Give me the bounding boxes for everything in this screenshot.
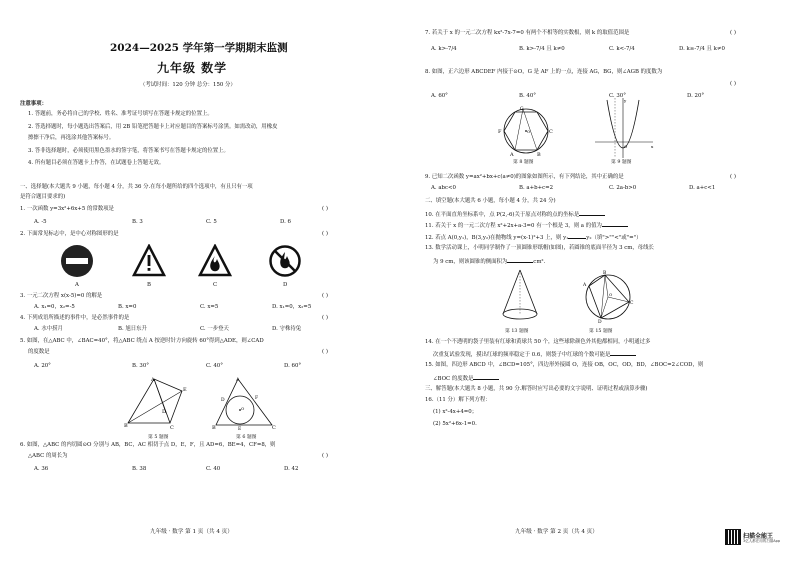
answer-blank[interactable]	[507, 257, 533, 263]
question-14-cont: 次重复试验发现，摸出红球的频率稳定于 0.6，则袋子中红球的个数可能是	[433, 350, 636, 359]
q4-option-d: D. 守株待兔	[272, 326, 302, 332]
question-8: 8. 如图，正六边形 ABCDEF 内接于⊙O，G 是 AF 上的一点，连接 AG，BG，则∠AGB 的度数为	[425, 69, 663, 75]
question-7: 7. 若关于 x 的一元二次方程 kx²-7x-7=0 有两个不相等的实数根，则 k 的取值范围是	[425, 30, 630, 36]
question-5: 5. 如图，在△ABC 中，∠BAC=40°，将△ABC 绕点 A 按逆时针方向旋转 60°得到△ADE，则∠CAD	[20, 338, 264, 344]
answer-paren: ( )	[322, 206, 328, 212]
figure-5-caption: 第 5 题图	[148, 435, 169, 440]
q8-option-c: C. 30°	[609, 93, 626, 99]
question-3: 3. 一元二次方程 x(x-5)=0 的解是	[20, 293, 103, 299]
q1-option-d: D. 6	[280, 219, 291, 225]
question-13: 13. 数学活动课上，小明同学制作了一顶圆锥形纸帽(如图)，若圆锥的底面半径为 3 cm，母线长	[425, 245, 654, 251]
answer-paren: ( )	[322, 293, 328, 299]
q8-option-a: A. 60°	[431, 93, 448, 99]
question-16-part-1: (1) x²-4x+4=0；	[433, 409, 478, 415]
q1-option-c: C. 5	[206, 219, 217, 225]
notice-heading: 注意事项：	[20, 101, 47, 107]
svg-text:B: B	[603, 271, 607, 276]
warning-triangle-icon	[132, 244, 166, 278]
section1-heading-cont: 是符合题目要求的)	[20, 194, 66, 200]
notice-item: 2. 答选择题时，每小题选出答案后，用 2B 铅笔把答题卡上对应题目的答案标号涂黑。如需改动，用橡皮	[28, 124, 278, 130]
q6-option-d: D. 42	[284, 466, 299, 472]
svg-text:O: O	[241, 406, 245, 411]
answer-blank[interactable]	[473, 374, 499, 380]
svg-text:G: G	[520, 107, 524, 112]
svg-text:O: O	[624, 144, 628, 149]
svg-text:y: y	[624, 98, 627, 103]
figure-6-caption: 第 6 题图	[236, 435, 257, 440]
answer-blank[interactable]	[602, 221, 628, 227]
svg-text:A: A	[151, 377, 155, 383]
scanner-brand-logo: 扫描全能王	[743, 533, 774, 540]
q6-option-c: C. 40	[206, 466, 221, 472]
q3-option-c: C. x=5	[200, 304, 219, 310]
figure-5-rotated-triangles	[124, 377, 190, 431]
q3-option-b: B. x=0	[118, 304, 137, 310]
no-entry-sign-icon	[60, 244, 94, 278]
answer-paren: ( )	[730, 81, 736, 87]
q5-option-b: B. 30°	[132, 363, 149, 369]
answer-blank[interactable]	[579, 210, 605, 216]
question-12: 12. 若点 A(0,y₁)，B(3,y₂)在抛物线 y=(x-1)²+3 上，则 y₁ y₂（填">""<"或"="）	[425, 235, 642, 241]
question-15-cont: ∠BOC 的度数是	[433, 374, 499, 383]
question-10: 10. 在平面直角坐标系中，点 P(2,-6)关于原点对称的点的坐标是	[425, 210, 605, 219]
answer-blank[interactable]	[610, 350, 636, 356]
q3-option-d: D. x₁=0，x₂=5	[272, 304, 312, 310]
svg-text:C: C	[272, 425, 276, 431]
page-footer: 九年级 · 数学 第 2 页（共 4 页）	[515, 529, 598, 535]
question-6: 6. 如图，△ABC 的内切圆⊙O 分别与 AB，BC，AC 相切于点 D，E，F，且 AD=6，BE=4，CF=8，则	[20, 442, 276, 448]
qr-code-icon	[725, 529, 741, 545]
q9-option-a: A. abc<0	[431, 185, 456, 191]
q5-option-c: C. 40°	[206, 363, 223, 369]
q7-option-a: A. k>-7/4	[431, 46, 457, 52]
question-11: 11. 若关于 x 的一元二次方程 x²+2x+a-3=0 有一个根是 3，则 a 的值为	[425, 221, 628, 230]
svg-text:D: D	[598, 320, 602, 324]
svg-text:D: D	[162, 409, 167, 415]
q8-option-d: D. 20°	[687, 93, 705, 99]
svg-text:F: F	[255, 396, 259, 401]
answer-paren: ( )	[322, 453, 328, 459]
page-footer: 九年级 · 数学 第 1 页（共 4 页）	[150, 529, 233, 535]
q7-option-d: D. k≥-7/4 且 k≠0	[679, 46, 725, 52]
q4-option-b: B. 旭日东升	[118, 326, 147, 332]
svg-text:B: B	[537, 152, 541, 157]
q2-option-b: B	[147, 282, 151, 288]
q8-option-b: B. 40°	[519, 93, 536, 99]
q6-option-b: B. 38	[132, 466, 147, 472]
question-5-cont: 的度数是	[28, 349, 50, 355]
question-9: 9. 已知二次函数 y=ax²+bx+c(a≠0)的图象如图所示，有下列结论，其中正确的是	[425, 174, 624, 180]
q7-option-b: B. k>-7/4 且 k≠0	[519, 46, 565, 52]
svg-text:A: A	[236, 377, 240, 383]
q7-option-c: C. k<-7/4	[609, 46, 635, 52]
answer-blank[interactable]	[568, 233, 586, 239]
notice-item: 3. 答非选择题时，必须使用黑色墨水的签字笔，将答案书写在答题卡规定的位置上。	[28, 148, 229, 154]
q3-option-a: A. x₁=0，x₂=-5	[34, 304, 75, 310]
question-16: 16.（11 分）解下列方程：	[425, 397, 491, 403]
q9-option-b: B. a+b+c=2	[519, 185, 554, 191]
svg-text:E: E	[183, 387, 187, 393]
answer-paren: ( )	[730, 174, 736, 180]
exam-subject: 九年级 数学	[157, 61, 228, 75]
svg-text:A: A	[583, 283, 587, 288]
svg-text:E: E	[238, 427, 242, 431]
notice-item: 擦擦干净后，再选涂其他答案标号。	[28, 135, 115, 141]
section2-heading: 二、填空题(本大题共 6 小题，每小题 4 分，共 24 分)	[425, 198, 556, 204]
figure-13-cone	[500, 268, 540, 324]
svg-text:A: A	[510, 152, 514, 157]
right-page	[397, 0, 794, 561]
notice-item: 1. 答题前，务必将自己的学校、姓名、准考证号填写在答题卡规定的位置上。	[28, 111, 213, 117]
section3-heading: 三、解答题(本大题共 8 小题，共 90 分.解答时应写出必要的文字说明、证明过程或演算步骤)	[425, 386, 648, 392]
question-4: 4. 下列成语所描述的事件中，是必然事件的是	[20, 315, 130, 321]
answer-paren: ( )	[322, 231, 328, 237]
q1-option-a: A. -5	[34, 219, 47, 225]
question-1: 1. 一次函数 y=3x²+6x+5 的常数项是	[20, 206, 114, 212]
q2-option-d: D	[283, 282, 288, 288]
figure-6-incircle-triangle	[212, 377, 278, 431]
q1-option-b: B. 3	[132, 219, 143, 225]
answer-paren: ( )	[322, 349, 328, 355]
exam-title: 2024—2025 学年第一学期期末监测	[110, 42, 288, 54]
answer-paren: ( )	[730, 30, 736, 36]
svg-text:O: O	[609, 292, 613, 297]
section1-heading: 一、选择题(本大题共 9 小题，每小题 4 分，共 36 分.在每小题所给的四个选项中，有且只有一项	[20, 184, 253, 190]
no-fire-sign-icon	[268, 244, 302, 278]
question-6-cont: △ABC 的周长为	[28, 453, 68, 459]
q4-option-c: C. 一步登天	[200, 326, 229, 332]
answer-paren: ( )	[322, 315, 328, 321]
svg-text:B: B	[124, 423, 128, 429]
q4-option-a: A. 水中捞月	[34, 326, 63, 332]
figure-13-caption: 第 13 题图	[505, 329, 529, 334]
figure-15-cyclic-quadrilateral	[579, 270, 637, 324]
svg-text:O: O	[527, 129, 531, 134]
exam-info: （考试时间：120 分钟 总分：150 分）	[140, 82, 236, 88]
question-15: 15. 如图，四边形 ABCD 中，∠BCD=105°，四边形外接圆 O，连接 OB，OC，OD，BD，∠BOC=2∠COD，则	[425, 362, 704, 368]
q2-option-c: C	[213, 282, 218, 288]
figure-9-parabola-graph	[593, 96, 655, 160]
question-2: 2. 下面常见标志中，是中心对称图形的是	[20, 231, 119, 237]
svg-text:F: F	[498, 129, 502, 135]
question-16-part-2: (2) 5x²+6x-1=0.	[433, 421, 477, 427]
svg-text:C: C	[170, 425, 174, 431]
q5-option-d: D. 60°	[284, 363, 302, 369]
figure-8-caption: 第 8 题图	[513, 160, 534, 165]
q9-option-c: C. 2a-b>0	[609, 185, 637, 191]
svg-text:B: B	[212, 425, 216, 431]
flammable-triangle-icon	[198, 244, 232, 278]
svg-text:C: C	[630, 301, 634, 306]
q9-option-d: D. a+c<1	[689, 185, 716, 191]
q5-option-a: A. 20°	[34, 363, 51, 369]
svg-text:D: D	[221, 398, 225, 403]
svg-text:C: C	[549, 129, 553, 135]
figure-9-caption: 第 9 题图	[611, 160, 632, 165]
figure-15-caption: 第 15 题图	[589, 329, 613, 334]
q2-option-a: A	[75, 282, 79, 288]
scanner-brand-tagline: 3亿人都在用的扫描App	[743, 539, 781, 543]
figure-8-hexagon-in-circle	[497, 105, 555, 157]
question-13-cont: 为 9 cm，则该圆锥的侧面积为 cm².	[433, 259, 546, 265]
question-14: 14. 在一个不透明的袋子里装有红球和黄球共 50 个，这些球除颜色外其他都相同，小明通过多	[425, 339, 651, 345]
notice-item: 4. 所有题目必须在答题卡上作答，在试题卷上答题无效。	[28, 160, 165, 166]
svg-text:x: x	[651, 144, 654, 149]
q6-option-a: A. 36	[34, 466, 49, 472]
